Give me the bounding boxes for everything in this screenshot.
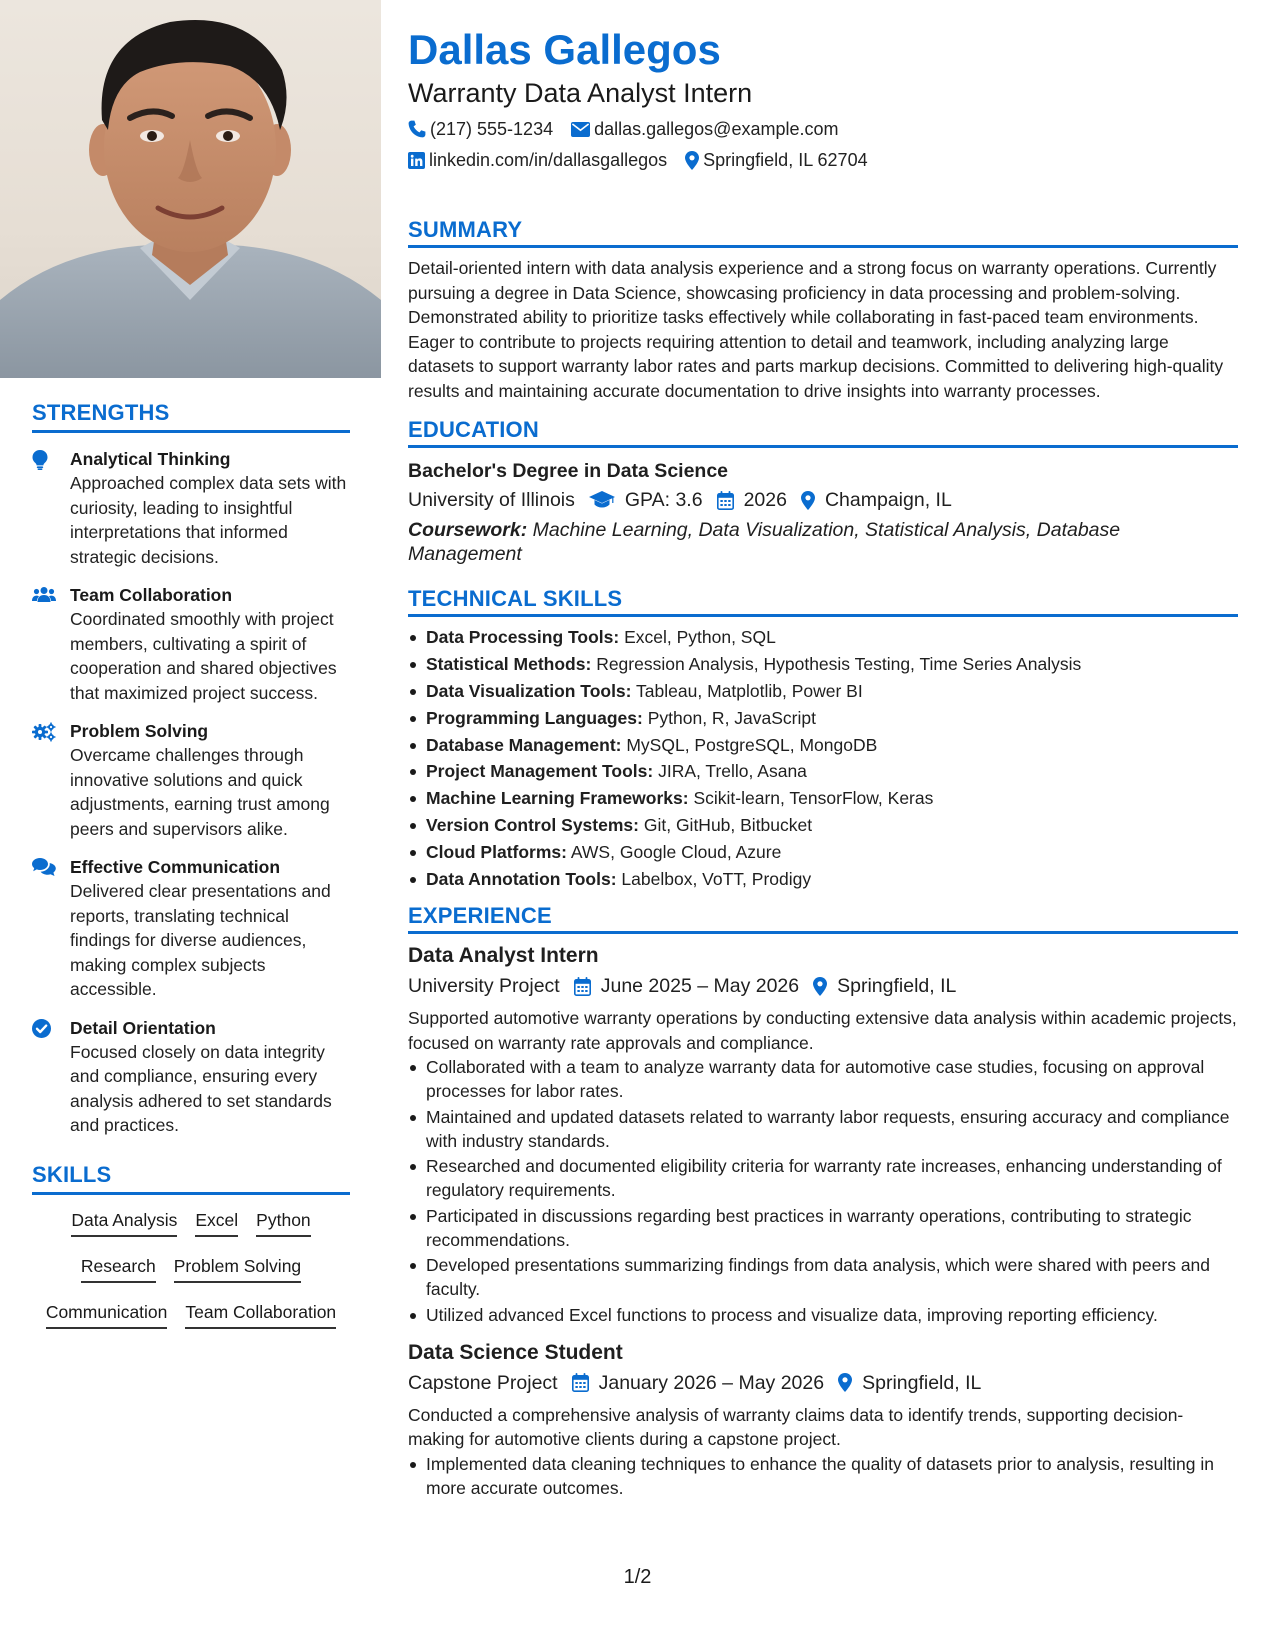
calendar-icon [574, 977, 591, 996]
users-icon [32, 586, 56, 602]
map-pin-icon [685, 151, 699, 170]
phone-icon [408, 120, 426, 138]
strength-title: Detail Orientation [70, 1017, 216, 1038]
strength-title: Team Collaboration [70, 585, 233, 605]
job-bullets [408, 1055, 1238, 1327]
coursework-list: Machine Learning, Data Visualization, Statistical Analysis, Database Management [408, 519, 1121, 565]
skills-heading: SKILLS [32, 1162, 350, 1195]
email-contact[interactable] [571, 116, 838, 142]
gpa-text: GPA: 3.6 [624, 489, 703, 511]
list-item [408, 759, 1238, 783]
skill-category: Project Management Tools: [426, 761, 654, 782]
education-section [408, 417, 1238, 566]
job-meta [408, 1369, 1238, 1397]
phone-contact[interactable] [408, 116, 553, 142]
skill-category: Data Processing Tools: [426, 627, 620, 647]
summary-section [408, 217, 1238, 403]
strength-desc: Overcame challenges through innovative solutions and quick adjustments, earning trust among peers and supervisors alike. [70, 745, 330, 839]
strength-item [32, 583, 350, 705]
job-location: Springfield, IL [862, 1371, 982, 1394]
location-contact [685, 147, 867, 173]
linkedin-icon [408, 152, 425, 169]
list-item: Implemented data cleaning techniques to enhance the quality of datasets prior to analysis, resulting in more accurate outcomes. [408, 1452, 1238, 1500]
map-pin-icon [813, 977, 827, 996]
list-item [408, 786, 1238, 810]
map-pin-icon [838, 1373, 852, 1392]
education-meta [408, 486, 1238, 514]
right-column [408, 26, 1238, 1501]
list-item [408, 706, 1238, 730]
candidate-title: Warranty Data Analyst Intern [408, 78, 753, 108]
degree-title: Bachelor's Degree in Data Science [408, 460, 729, 482]
job-org: University Project [408, 975, 560, 998]
candidate-name: Dallas Gallegos [408, 26, 721, 73]
list-item [408, 867, 1238, 891]
calendar-icon [717, 491, 734, 510]
skill-category: Programming Languages: [426, 707, 643, 728]
strength-item [32, 1016, 350, 1138]
skill-values: JIRA, Trello, Asana [658, 761, 807, 782]
strength-desc: Focused closely on data integrity and compliance, ensuring every analysis adhered to set standards and practices. [70, 1041, 332, 1135]
profile-photo [0, 0, 381, 378]
skill-values: Labelbox, VoTT, Prodigy [621, 869, 812, 890]
strength-title: Effective Communication [70, 857, 281, 877]
skill-values: Git, GitHub, Bitbucket [643, 815, 813, 836]
job-location: Springfield, IL [837, 975, 957, 998]
coursework [408, 518, 1238, 566]
skill-values: MySQL, PostgreSQL, MongoDB [626, 734, 878, 755]
school-name: University of Illinois [408, 489, 575, 511]
skill-values: Tableau, Matplotlib, Power BI [636, 680, 863, 701]
lightbulb-icon [32, 450, 48, 470]
linkedin-contact[interactable] [408, 147, 667, 173]
gears-icon [32, 722, 56, 742]
skill-category: Data Visualization Tools: [426, 680, 632, 701]
skill-chip: Research [81, 1253, 156, 1283]
skill-category: Machine Learning Frameworks: [426, 788, 689, 809]
skill-category: Database Management: [426, 734, 622, 755]
skill-chip: Python [256, 1207, 310, 1237]
strengths-heading: STRENGTHS [32, 400, 350, 433]
skill-chip: Data Analysis [71, 1207, 177, 1237]
email-text: dallas.gallegos@example.com [594, 119, 839, 139]
list-item: Researched and documented eligibility criteria for warranty rate increases, enhancing understanding of regulatory requirements. [408, 1154, 1238, 1202]
graduation-cap-icon [589, 491, 615, 509]
list-item [408, 652, 1238, 676]
graduation-year: 2026 [743, 489, 787, 511]
skill-chip: Communication [46, 1299, 168, 1329]
job-summary: Supported automotive warranty operations by conducting extensive data analysis within academic projects, focused on warranty rate approvals and compliance. [408, 1008, 1237, 1053]
list-item [408, 625, 1238, 649]
skill-values: Excel, Python, SQL [624, 627, 776, 647]
skill-category: Data Annotation Tools: [426, 869, 617, 890]
page-number: 1/2 [623, 1566, 652, 1588]
location-text: Springfield, IL 62704 [703, 150, 868, 170]
skill-chip: Team Collaboration [185, 1299, 336, 1329]
strength-desc: Coordinated smoothly with project members, cultivating a spirit of cooperation and shared objectives that maximized project success. [70, 609, 337, 703]
list-item [408, 733, 1238, 757]
list-item: Participated in discussions regarding best practices in warranty operations, contributing to strategic recommendations. [408, 1204, 1238, 1252]
envelope-icon [571, 122, 590, 137]
technical-skills-section [408, 586, 1238, 891]
strength-title: Problem Solving [70, 721, 209, 741]
phone-text: (217) 555-1234 [430, 119, 554, 139]
strength-title: Analytical Thinking [70, 449, 231, 469]
skill-category: Cloud Platforms: [426, 842, 567, 863]
education-heading: EDUCATION [408, 417, 1238, 448]
summary-text: Detail-oriented intern with data analysis experience and a strong focus on warranty operations. Currently pursuing a degree in Data Science, showcasing proficiency in data processing and problem-solving. Demonstrated ability to prioritize tasks effectively while collaborating in fast-paced team environments. Eager to contribute to projects requiring attention to detail and teamwork, including analyzing large datasets to support warranty labor rates and parts markup decisions. Committed to delivering high-quality results and maintaining accurate documentation to drive insights into warranty processes. [408, 258, 1224, 401]
calendar-icon [572, 1373, 589, 1392]
left-column [0, 0, 381, 1650]
chat-bubbles-icon [32, 858, 56, 876]
coursework-label: Coursework: [408, 519, 528, 541]
skill-values: Python, R, JavaScript [647, 707, 816, 728]
strength-item [32, 855, 350, 1002]
job-title: Data Science Student [408, 1340, 623, 1364]
experience-section [408, 903, 1238, 1500]
job-summary: Conducted a comprehensive analysis of warranty claims data to identify trends, supporting decision-making for automotive clients during a capstone project. [408, 1404, 1184, 1450]
job-dates: June 2025 – May 2026 [600, 975, 800, 998]
job-meta [408, 972, 1238, 1000]
list-item [408, 813, 1238, 837]
strength-item [32, 719, 350, 841]
skill-values: Scikit-learn, TensorFlow, Keras [693, 788, 934, 809]
technical-skills-list [408, 625, 1238, 891]
list-item: Developed presentations summarizing findings from data analysis, which were shared with peers and faculty. [408, 1253, 1238, 1301]
list-item: Maintained and updated datasets related to warranty labor requests, ensuring accuracy and compliance with industry standards. [408, 1105, 1238, 1153]
linkedin-text: linkedin.com/in/dallasgallegos [429, 150, 668, 170]
summary-heading: SUMMARY [408, 217, 1238, 248]
skill-chip: Problem Solving [174, 1253, 301, 1283]
check-circle-icon [32, 1019, 51, 1038]
list-item: Utilized advanced Excel functions to process and visualize data, improving reporting efficiency. [408, 1303, 1238, 1327]
skill-values: Regression Analysis, Hypothesis Testing, Time Series Analysis [596, 653, 1082, 674]
school-location: Champaign, IL [824, 489, 952, 511]
strength-desc: Approached complex data sets with curiosity, leading to insightful interpretations that informed strategic decisions. [70, 473, 347, 567]
experience-heading: EXPERIENCE [408, 903, 1238, 934]
skill-category: Version Control Systems: [426, 815, 639, 836]
strength-item [32, 447, 350, 569]
strength-desc: Delivered clear presentations and reports, translating technical findings for diverse audiences, making complex subjects accessible. [70, 881, 331, 999]
contact-row-2 [408, 147, 1238, 173]
list-item [408, 840, 1238, 864]
list-item [408, 679, 1238, 703]
job-bullets [408, 1452, 1238, 1500]
list-item: Collaborated with a team to analyze warranty data for automotive case studies, focusing on approval processes for labor rates. [408, 1055, 1238, 1103]
map-pin-icon [801, 491, 815, 510]
contact-row [408, 116, 1238, 142]
job-title: Data Analyst Intern [408, 944, 599, 968]
job-dates: January 2026 – May 2026 [598, 1371, 825, 1394]
skill-category: Statistical Methods: [426, 653, 592, 674]
technical-skills-heading: TECHNICAL SKILLS [408, 586, 1238, 617]
skill-values: AWS, Google Cloud, Azure [570, 842, 782, 863]
skill-chip: Excel [195, 1207, 238, 1237]
job-org: Capstone Project [408, 1371, 558, 1394]
skills-list [32, 1207, 350, 1329]
